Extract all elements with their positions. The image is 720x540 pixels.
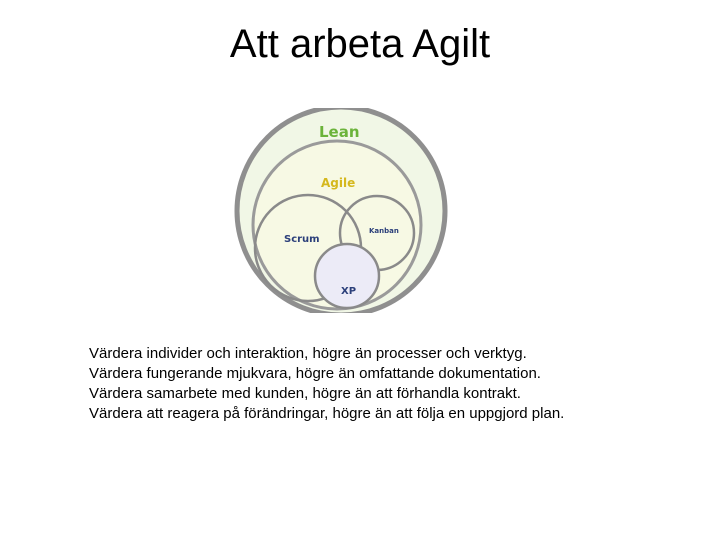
scrum-label: Scrum [284,234,320,245]
value-line: Värdera individer och interaktion, högre än processer och verktyg. [89,345,527,362]
agile-values-list [89,344,689,424]
kanban-label: Kanban [369,227,399,235]
xp-circle [315,244,379,308]
nested-circles-diagram [230,108,460,313]
lean-label: Lean [319,123,360,141]
xp-label: XP [341,286,357,297]
agile-label: Agile [321,176,356,190]
value-line: Värdera att reagera på förändringar, högre än att följa en uppgjord plan. [89,405,565,422]
slide-title: Att arbeta Agilt [229,22,491,66]
value-line: Värdera samarbete med kunden, högre än att förhandla kontrakt. [89,385,521,402]
value-line: Värdera fungerande mjukvara, högre än omfattande dokumentation. [89,365,541,382]
